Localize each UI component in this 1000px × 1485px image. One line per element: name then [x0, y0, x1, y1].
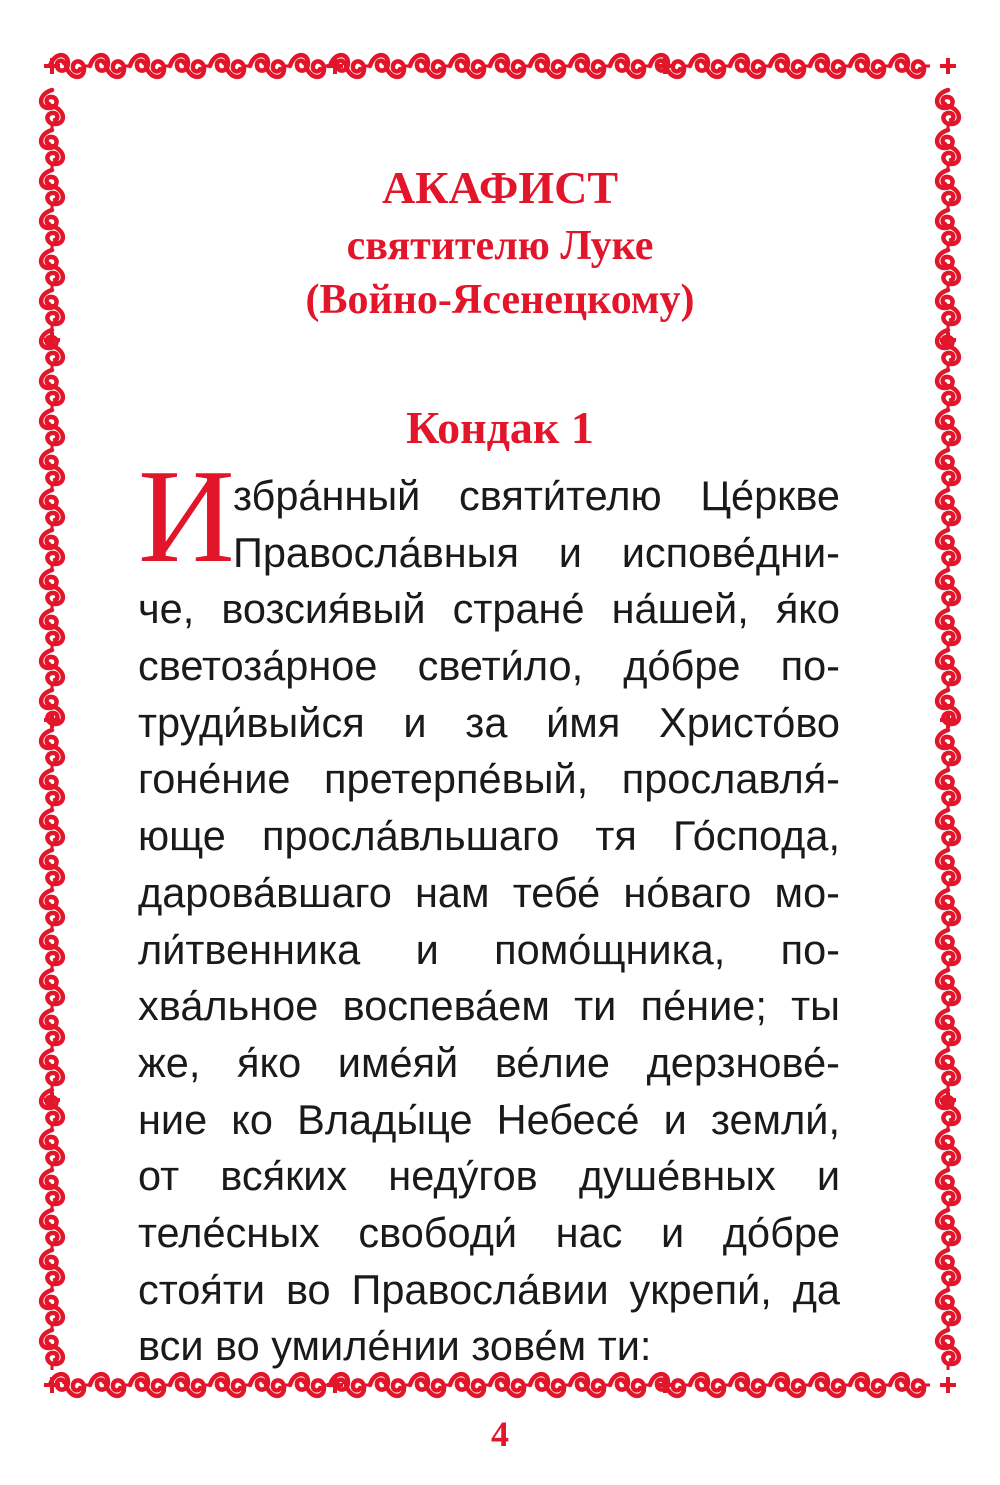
scroll-ornament-icon	[937, 530, 959, 570]
scroll-ornament-icon	[937, 1250, 959, 1290]
scroll-ornament-icon	[937, 850, 959, 890]
text-line: гоне́ние претерпе́вый, прославля́-	[138, 755, 840, 803]
scroll-ornament-icon	[41, 1170, 63, 1210]
scroll-ornament-icon	[41, 1330, 63, 1370]
scroll-ornament-icon	[570, 1374, 610, 1396]
text-line: Правосла́вныя и испове́дни-	[233, 528, 840, 576]
scroll-ornament-icon	[690, 1374, 730, 1396]
scroll-ornament-icon	[937, 770, 959, 810]
text-line: светоза́рное свети́ло, до́бре по-	[138, 642, 840, 690]
scroll-ornament-icon	[690, 55, 730, 77]
kondak-text	[138, 468, 840, 1375]
scroll-ornament-icon	[850, 55, 890, 77]
scroll-ornament-icon	[370, 55, 410, 77]
cross-ornament-icon	[940, 58, 956, 74]
scroll-ornament-icon	[90, 55, 130, 77]
scroll-ornament-icon	[937, 1050, 959, 1090]
scroll-ornament-icon	[810, 55, 850, 77]
scroll-ornament-icon	[937, 1170, 959, 1210]
scroll-ornament-icon	[570, 55, 610, 77]
scroll-ornament-icon	[937, 490, 959, 530]
scroll-ornament-icon	[450, 1374, 490, 1396]
scroll-ornament-icon	[41, 1010, 63, 1050]
text-line: че, возсия́вый стране́ на́шей, я́ко	[138, 585, 840, 633]
scroll-ornament-icon	[250, 55, 290, 77]
scroll-ornament-icon	[890, 55, 930, 77]
scroll-ornament-icon	[41, 730, 63, 770]
scroll-ornament-icon	[490, 55, 530, 77]
scroll-ornament-icon	[41, 570, 63, 610]
scroll-ornament-icon	[41, 450, 63, 490]
scroll-ornament-icon	[130, 1374, 170, 1396]
cross-ornament-icon	[940, 1377, 956, 1393]
scroll-ornament-icon	[41, 1210, 63, 1250]
scroll-ornament-icon	[937, 810, 959, 850]
scroll-ornament-icon	[770, 1374, 810, 1396]
scroll-ornament-icon	[937, 890, 959, 930]
text-line: же, я́ко име́яй ве́лие дерзнове́-	[138, 1038, 840, 1086]
scroll-ornament-icon	[90, 1374, 130, 1396]
scroll-ornament-icon	[810, 1374, 850, 1396]
scroll-ornament-icon	[41, 650, 63, 690]
scroll-ornament-icon	[610, 55, 650, 77]
scroll-ornament-icon	[937, 1210, 959, 1250]
scroll-ornament-icon	[290, 1374, 330, 1396]
scroll-ornament-icon	[41, 1050, 63, 1090]
scroll-ornament-icon	[41, 1130, 63, 1170]
scroll-ornament-icon	[937, 930, 959, 970]
scroll-ornament-icon	[610, 1374, 650, 1396]
scroll-ornament-icon	[41, 1250, 63, 1290]
scroll-ornament-icon	[210, 55, 250, 77]
scroll-ornament-icon	[41, 610, 63, 650]
scroll-ornament-icon	[490, 1374, 530, 1396]
text-line: хва́льное воспева́ем ти пе́ние; ты	[138, 982, 840, 1030]
scroll-ornament-icon	[937, 610, 959, 650]
text-line: збра́нный святи́телю Це́ркве	[233, 472, 840, 519]
text-line: вси во умиле́нии зове́м ти:	[138, 1322, 652, 1370]
scroll-ornament-icon	[937, 1010, 959, 1050]
scroll-ornament-icon	[450, 55, 490, 77]
scroll-ornament-icon	[937, 970, 959, 1010]
text-line: труди́выйся и за и́мя Христо́во	[138, 698, 840, 746]
scroll-ornament-icon	[770, 55, 810, 77]
scroll-ornament-icon	[937, 730, 959, 770]
scroll-ornament-icon	[41, 930, 63, 970]
drop-cap-letter: И	[138, 442, 235, 590]
scroll-ornament-icon	[937, 90, 959, 130]
scroll-ornament-icon	[41, 890, 63, 930]
scroll-ornament-icon	[41, 490, 63, 530]
scroll-ornament-icon	[210, 1374, 250, 1396]
scroll-ornament-icon	[410, 1374, 450, 1396]
scroll-ornament-icon	[41, 90, 63, 130]
text-line: дарова́вшаго нам тебе́ но́ваго мо-	[138, 868, 840, 916]
page-number: 4	[491, 1414, 509, 1454]
scroll-ornament-icon	[850, 1374, 890, 1396]
scroll-ornament-icon	[130, 55, 170, 77]
scroll-ornament-icon	[730, 55, 770, 77]
akathist-title: АКАФИСТ	[381, 162, 619, 213]
scroll-ornament-icon	[41, 810, 63, 850]
scroll-ornament-icon	[410, 55, 450, 77]
text-line: ние ко Влады́це Небесе́ и земли́,	[138, 1095, 840, 1143]
scroll-ornament-icon	[530, 55, 570, 77]
scroll-ornament-icon	[41, 530, 63, 570]
scroll-ornament-icon	[730, 1374, 770, 1396]
scroll-ornament-icon	[937, 1330, 959, 1370]
scroll-ornament-icon	[41, 850, 63, 890]
kondak-heading: Кондак 1	[406, 402, 594, 453]
text-line: ли́твенника и помо́щника, по-	[138, 925, 840, 973]
scroll-ornament-icon	[937, 1130, 959, 1170]
scroll-ornament-icon	[370, 1374, 410, 1396]
scroll-ornament-icon	[530, 1374, 570, 1396]
scroll-ornament-icon	[170, 1374, 210, 1396]
text-line: стоя́ти во Правосла́вии укрепи́, да	[138, 1265, 840, 1313]
akathist-subtitle-line2: (Войно-Ясенецкому)	[305, 277, 695, 323]
akathist-subtitle-line1: святителю Луке	[346, 223, 654, 269]
scroll-ornament-icon	[937, 570, 959, 610]
text-line: юще просла́вльшаго тя Го́спода,	[138, 812, 840, 860]
scroll-ornament-icon	[250, 1374, 290, 1396]
scroll-ornament-icon	[890, 1374, 930, 1396]
text-line: от вся́ких неду́гов душе́вных и	[138, 1152, 840, 1200]
scroll-ornament-icon	[290, 55, 330, 77]
scroll-ornament-icon	[937, 650, 959, 690]
scroll-ornament-icon	[170, 55, 210, 77]
scroll-ornament-icon	[937, 1290, 959, 1330]
scroll-ornament-icon	[41, 770, 63, 810]
scroll-ornament-icon	[41, 1290, 63, 1330]
scroll-ornament-icon	[41, 970, 63, 1010]
scroll-ornament-icon	[937, 450, 959, 490]
text-line: теле́сных свободи́ нас и до́бре	[138, 1208, 840, 1256]
